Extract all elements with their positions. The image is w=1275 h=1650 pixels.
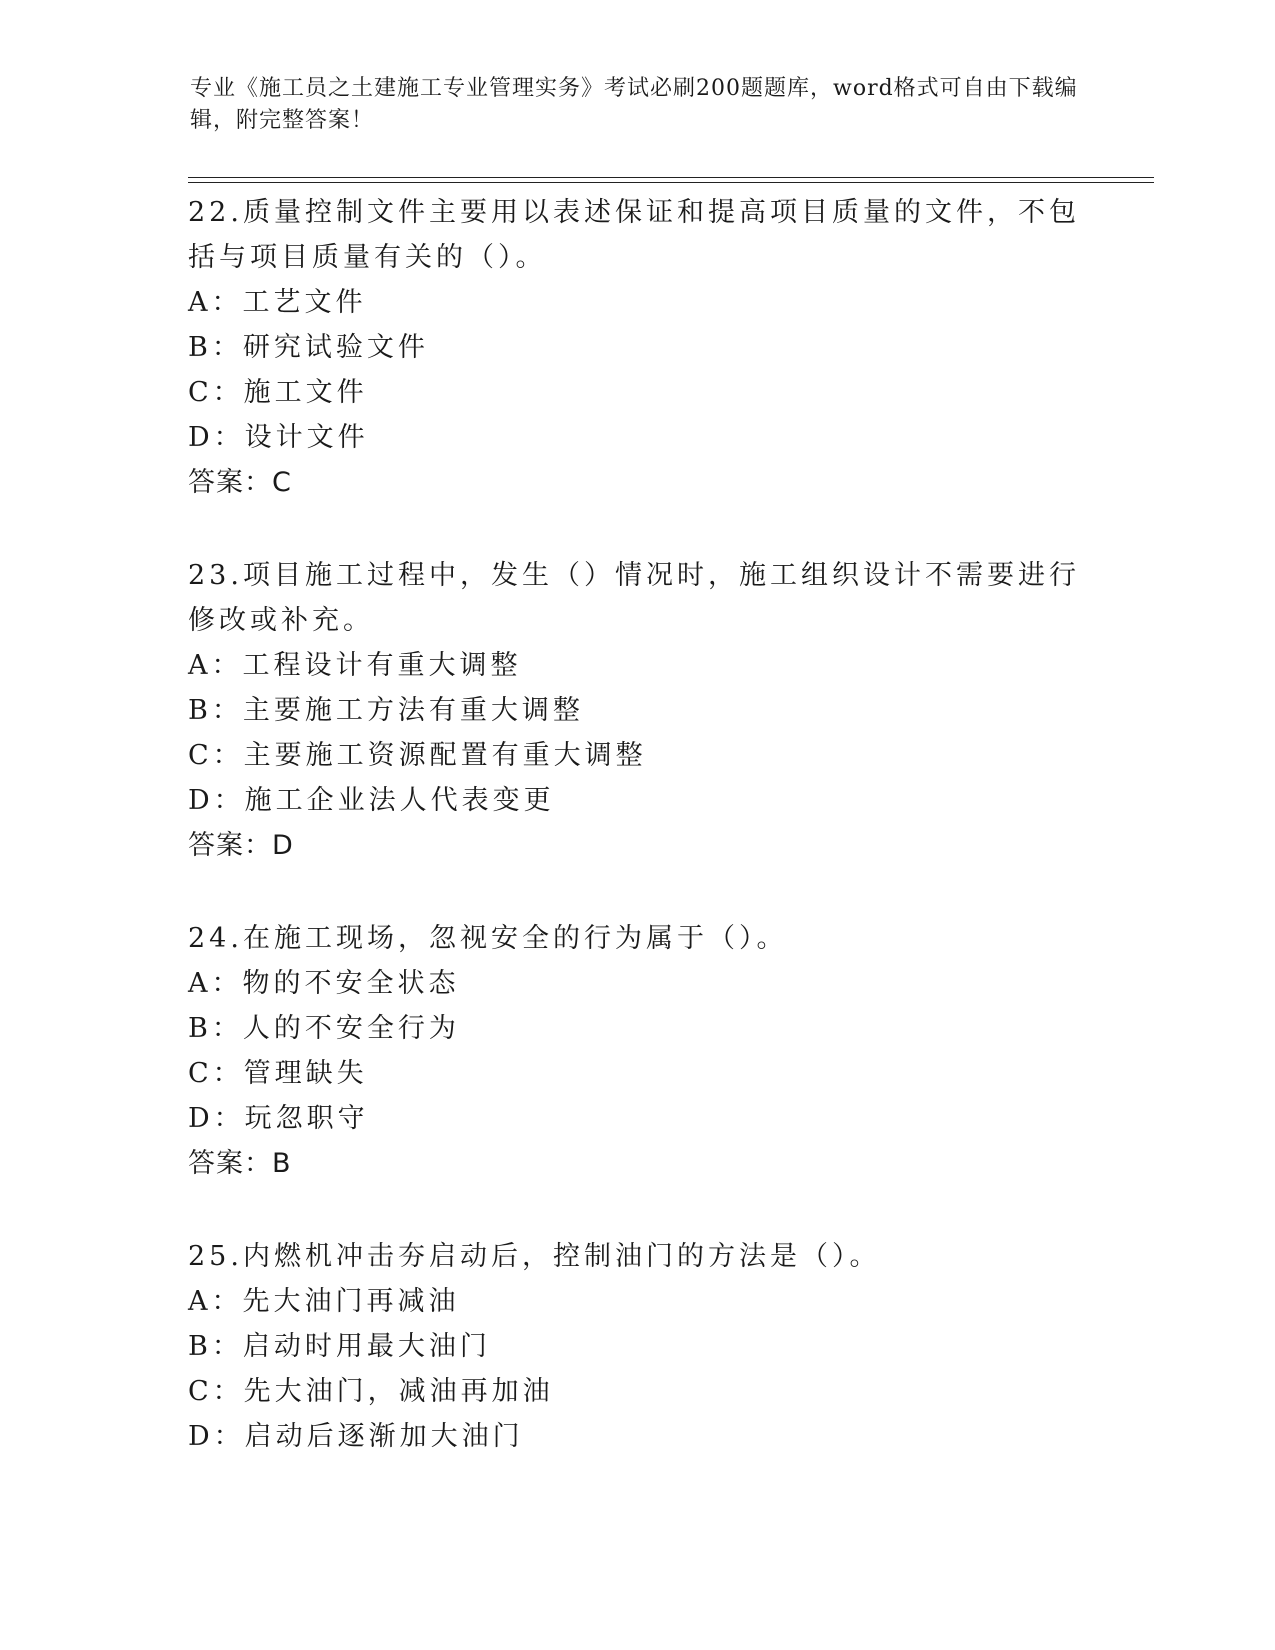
option-d: D：施工企业法人代表变更 <box>188 785 555 816</box>
option-b: B：研究试验文件 <box>188 332 429 363</box>
answer-line: 答案：B <box>188 1148 292 1179</box>
question-stem: 24.在施工现场，忽视安全的行为属于（）。 <box>188 923 788 954</box>
option-a: A：物的不安全状态 <box>188 968 460 999</box>
option-c: C：主要施工资源配置有重大调整 <box>188 740 647 771</box>
option-d: D：启动后逐渐加大油门 <box>188 1421 524 1452</box>
page-header: 专业《施工员之土建施工专业管理实务》考试必刷200题题库，word格式可自由下载编辑，附完整答案！ <box>190 76 1078 133</box>
question-23 <box>188 553 1088 868</box>
option-c: C：管理缺失 <box>188 1058 368 1089</box>
question-25 <box>188 1234 1088 1459</box>
option-a: A：先大油门再减油 <box>188 1286 460 1317</box>
option-d: D：玩忽职守 <box>188 1103 369 1134</box>
question-stem: 22.质量控制文件主要用以表述保证和提高项目质量的文件，不包括与项目质量有关的（）。 <box>188 197 1080 273</box>
option-b: B：启动时用最大油门 <box>188 1331 491 1362</box>
option-b: B：人的不安全行为 <box>188 1013 460 1044</box>
question-stem: 25.内燃机冲击夯启动后，控制油门的方法是（）。 <box>188 1241 881 1272</box>
option-a: A：工艺文件 <box>188 287 367 318</box>
option-b: B：主要施工方法有重大调整 <box>188 695 584 726</box>
answer-line: 答案：D <box>188 830 294 861</box>
option-d: D：设计文件 <box>188 422 369 453</box>
option-c: C：施工文件 <box>188 377 368 408</box>
header-rule-top <box>188 177 1154 178</box>
header-rule-bottom <box>188 182 1154 183</box>
question-22 <box>188 190 1088 505</box>
option-c: C：先大油门，减油再加油 <box>188 1376 554 1407</box>
question-stem: 23.项目施工过程中，发生（）情况时，施工组织设计不需要进行修改或补充。 <box>188 560 1080 636</box>
option-a: A：工程设计有重大调整 <box>188 650 522 681</box>
question-24 <box>188 916 1088 1186</box>
question-list <box>188 190 1088 1507</box>
answer-line: 答案：C <box>188 467 292 498</box>
